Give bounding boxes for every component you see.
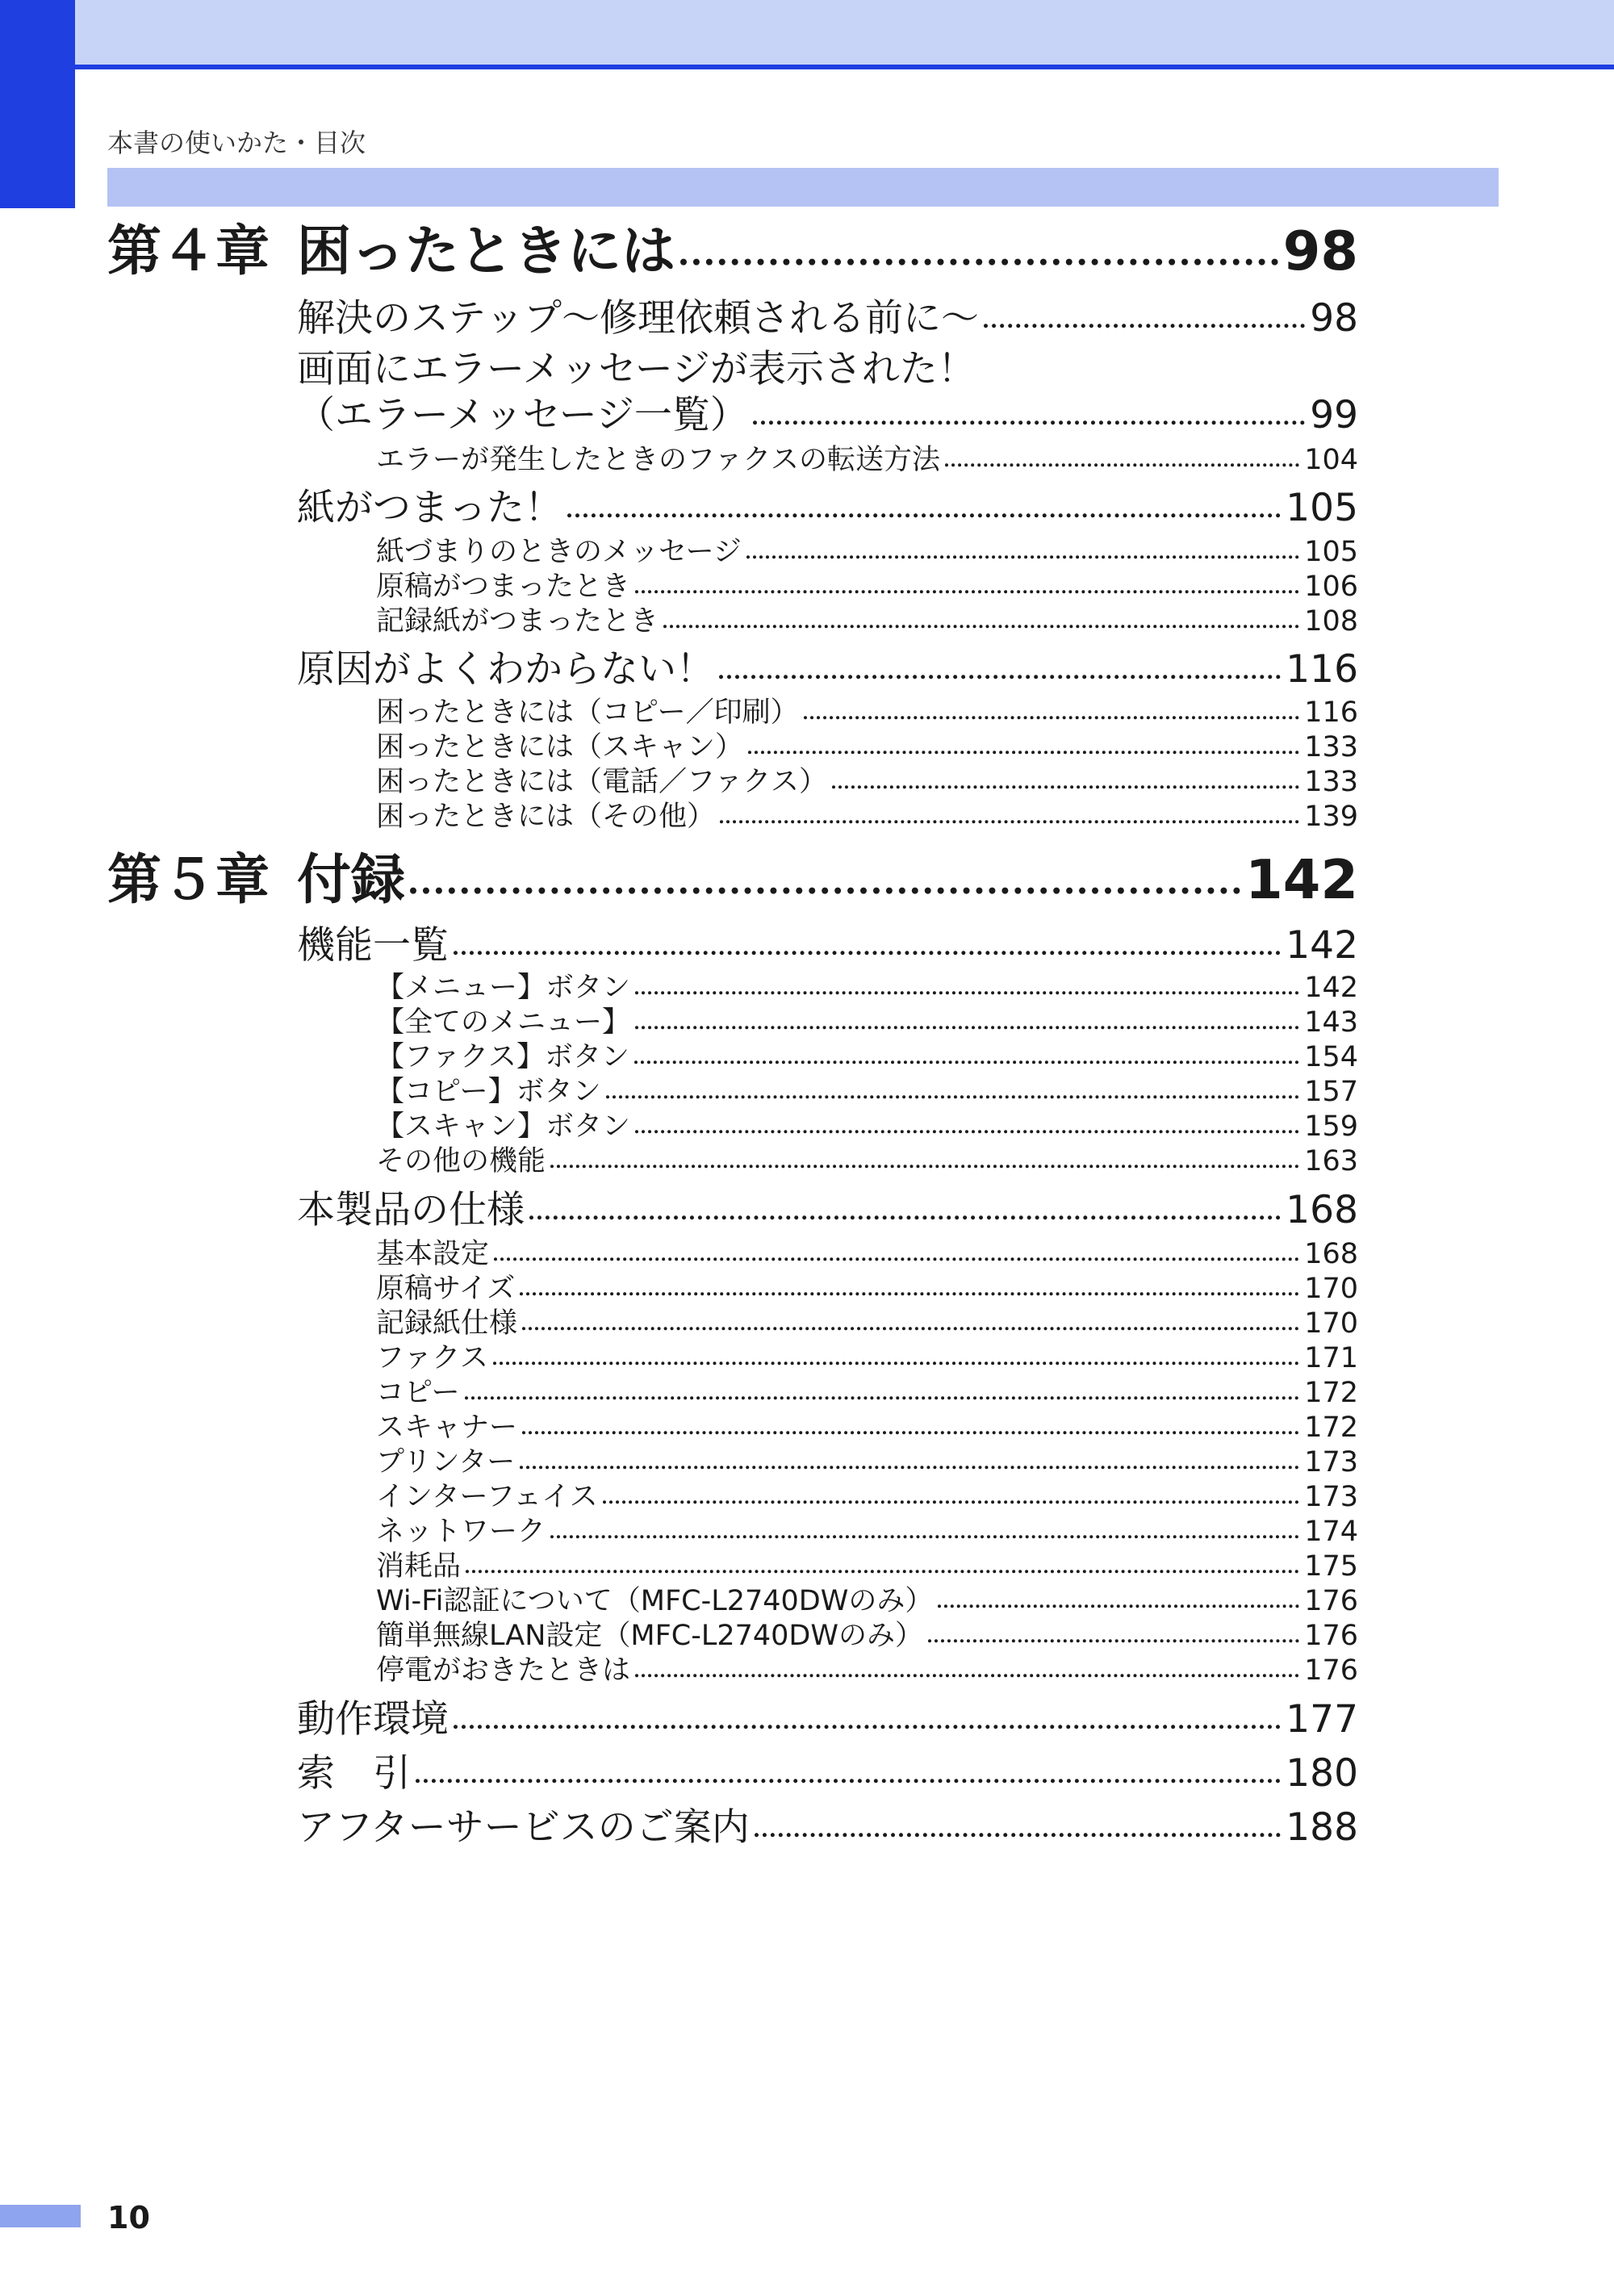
- section-title: 原因がよくわからない！: [297, 647, 714, 692]
- section-title-line[interactable]: 画面にエラーメッセージが表示された！: [297, 347, 976, 391]
- dot-leader: [494, 1257, 1299, 1261]
- subsection-title: 【スキャン】ボタン: [376, 1110, 631, 1143]
- dot-leader: [680, 259, 1278, 266]
- dot-leader: [493, 1361, 1299, 1365]
- section-page: 180: [1286, 1751, 1358, 1796]
- dot-leader: [635, 991, 1299, 994]
- subsection-page: 168: [1304, 1238, 1358, 1270]
- subsection-page: 173: [1304, 1446, 1358, 1478]
- subsection-title: 原稿がつまったとき: [376, 571, 631, 603]
- toc-section[interactable]: [297, 639, 1358, 693]
- section-page: 105: [1286, 486, 1358, 530]
- subsection-page: 163: [1304, 1145, 1358, 1177]
- subsection-title: 困ったときには（スキャン）: [376, 731, 744, 763]
- subsection-page: 105: [1304, 536, 1358, 568]
- section-title: 本製品の仕様: [297, 1188, 525, 1232]
- subsection-title: プリンター: [376, 1446, 516, 1478]
- subsection-page: 176: [1304, 1585, 1358, 1617]
- dot-leader: [755, 1833, 1282, 1837]
- toc-section[interactable]: [297, 1180, 1358, 1234]
- dot-leader: [748, 751, 1299, 754]
- subsection-page: 133: [1304, 731, 1358, 763]
- subsection-page: 172: [1304, 1377, 1358, 1409]
- dot-leader: [984, 324, 1305, 328]
- subsection-title: 紙づまりのときのメッセージ: [376, 536, 742, 568]
- dot-leader: [465, 1396, 1300, 1399]
- chapter-number: 第４章: [107, 220, 270, 282]
- subsection-title: 原稿サイズ: [376, 1273, 516, 1305]
- subsection-page: 172: [1304, 1411, 1358, 1444]
- subsection-page: 174: [1304, 1516, 1358, 1548]
- dot-leader: [454, 951, 1281, 955]
- toc-subsection[interactable]: [376, 1139, 1358, 1179]
- subsection-title: ネットワーク: [376, 1516, 546, 1548]
- toc-section[interactable]: [297, 478, 1358, 532]
- toc-section[interactable]: [297, 288, 1358, 342]
- section-label: 本書の使いかた・目次: [107, 128, 366, 158]
- section-title: （エラーメッセージ一覧）: [297, 393, 748, 437]
- dot-leader: [454, 1725, 1281, 1729]
- dot-leader: [410, 888, 1240, 894]
- subsection-title: コピー: [376, 1377, 460, 1409]
- toc-section[interactable]: [297, 915, 1358, 969]
- dot-leader: [804, 716, 1300, 719]
- toc-subsection[interactable]: [376, 794, 1358, 834]
- subsection-page: 154: [1304, 1041, 1358, 1073]
- subsection-title: ファクス: [376, 1342, 488, 1374]
- subsection-title: 記録紙がつまったとき: [376, 605, 659, 638]
- dot-leader: [928, 1639, 1299, 1642]
- subsection-title: スキャナー: [376, 1411, 518, 1444]
- chapter-page: 142: [1245, 848, 1358, 911]
- subsection-title: Wi-Fi認証について（MFC-L2740DWのみ）: [376, 1585, 934, 1617]
- subsection-title: その他の機能: [376, 1145, 546, 1177]
- section-title: 紙がつまった！: [297, 486, 562, 530]
- subsection-page: 157: [1304, 1076, 1358, 1108]
- dot-leader: [635, 1026, 1299, 1029]
- dot-leader: [522, 1431, 1299, 1434]
- dot-leader: [522, 1327, 1299, 1330]
- subsection-title: 基本設定: [376, 1238, 490, 1270]
- subsection-page: 170: [1304, 1307, 1358, 1340]
- subsection-page: 133: [1304, 766, 1358, 798]
- dot-leader: [520, 1292, 1299, 1295]
- dot-leader: [938, 1604, 1299, 1608]
- dot-leader: [753, 420, 1305, 424]
- section-title: 機能一覧: [297, 923, 449, 968]
- dot-leader: [746, 555, 1299, 558]
- section-title: 解決のステップ～修理依頼される前に～: [297, 296, 980, 341]
- section-title: アフターサービスのご案内: [297, 1805, 750, 1850]
- subsection-title: 消耗品: [376, 1550, 462, 1583]
- dot-leader: [550, 1165, 1299, 1168]
- subsection-title: インターフェイス: [376, 1481, 598, 1513]
- subsection-page: 106: [1304, 571, 1358, 603]
- subsection-title: 【ファクス】ボタン: [376, 1041, 629, 1073]
- dot-leader: [550, 1535, 1299, 1538]
- section-page: 177: [1286, 1697, 1358, 1742]
- section-page: 168: [1286, 1188, 1358, 1232]
- dot-leader: [466, 1570, 1299, 1573]
- toc-subsection[interactable]: [376, 1648, 1358, 1688]
- subsection-page: 170: [1304, 1273, 1358, 1305]
- dot-leader: [603, 1500, 1299, 1503]
- toc-section[interactable]: [297, 1743, 1358, 1797]
- subsection-page: 139: [1304, 801, 1358, 833]
- subsection-page: 176: [1304, 1654, 1358, 1687]
- toc-chapter-4[interactable]: [107, 215, 1358, 287]
- subsection-title: 【メニュー】ボタン: [376, 972, 631, 1004]
- section-title: 索 引: [297, 1751, 411, 1796]
- subsection-title: 困ったときには（電話／ファクス）: [376, 766, 827, 798]
- section-page: 142: [1286, 923, 1358, 968]
- chapter-title: 困ったときには: [297, 220, 675, 282]
- dot-leader: [663, 625, 1299, 628]
- section-page: 99: [1310, 393, 1358, 437]
- dot-leader: [832, 785, 1299, 788]
- dot-leader: [606, 1095, 1300, 1098]
- dot-leader: [416, 1779, 1281, 1783]
- chapter-title: 付録: [297, 848, 405, 911]
- section-page: 188: [1286, 1805, 1358, 1850]
- dot-leader: [945, 463, 1299, 466]
- toc-chapter-5[interactable]: [107, 843, 1358, 916]
- dot-leader: [529, 1215, 1281, 1219]
- subsection-page: 104: [1304, 444, 1358, 476]
- dot-leader: [520, 1466, 1299, 1469]
- subsection-title: 簡単無線LAN設定（MFC-L2740DWのみ）: [376, 1620, 923, 1652]
- dot-leader: [567, 513, 1281, 517]
- dot-leader: [635, 590, 1299, 593]
- section-page: 116: [1286, 647, 1358, 692]
- dot-leader: [635, 1674, 1299, 1677]
- footer-bar: [0, 2205, 81, 2227]
- subsection-title: 困ったときには（その他）: [376, 801, 716, 833]
- subsection-page: 142: [1304, 972, 1358, 1004]
- toc-section[interactable]: [297, 1797, 1358, 1851]
- dot-leader: [635, 1130, 1299, 1133]
- subsection-page: 173: [1304, 1481, 1358, 1513]
- subsection-title: 【コピー】ボタン: [376, 1076, 601, 1108]
- subsection-title: 【全てのメニュー】: [376, 1006, 631, 1039]
- subsection-title: エラーが発生したときのファクスの転送方法: [376, 444, 940, 476]
- toc-subsection[interactable]: [376, 437, 1358, 478]
- toc-section[interactable]: [297, 385, 1358, 439]
- subsection-page: 108: [1304, 605, 1358, 638]
- subsection-page: 159: [1304, 1110, 1358, 1143]
- toc-section[interactable]: [297, 1689, 1358, 1743]
- subsection-title: 停電がおきたときは: [376, 1654, 631, 1687]
- section-page: 98: [1310, 296, 1358, 341]
- subsection-page: 143: [1304, 1006, 1358, 1039]
- dot-leader: [719, 675, 1281, 679]
- dot-leader: [634, 1060, 1299, 1064]
- subsection-title: 困ったときには（コピー／印刷）: [376, 696, 799, 729]
- section-title: 動作環境: [297, 1697, 449, 1742]
- chapter-number: 第５章: [107, 848, 270, 911]
- toc-subsection[interactable]: [376, 599, 1358, 639]
- subsection-page: 116: [1304, 696, 1358, 729]
- chapter-page: 98: [1282, 220, 1358, 282]
- subsection-page: 171: [1304, 1342, 1358, 1374]
- subsection-page: 175: [1304, 1550, 1358, 1583]
- page-number: 10: [107, 2200, 150, 2235]
- dot-leader: [720, 820, 1299, 823]
- subsection-title: 記録紙仕様: [376, 1307, 518, 1340]
- subsection-page: 176: [1304, 1620, 1358, 1652]
